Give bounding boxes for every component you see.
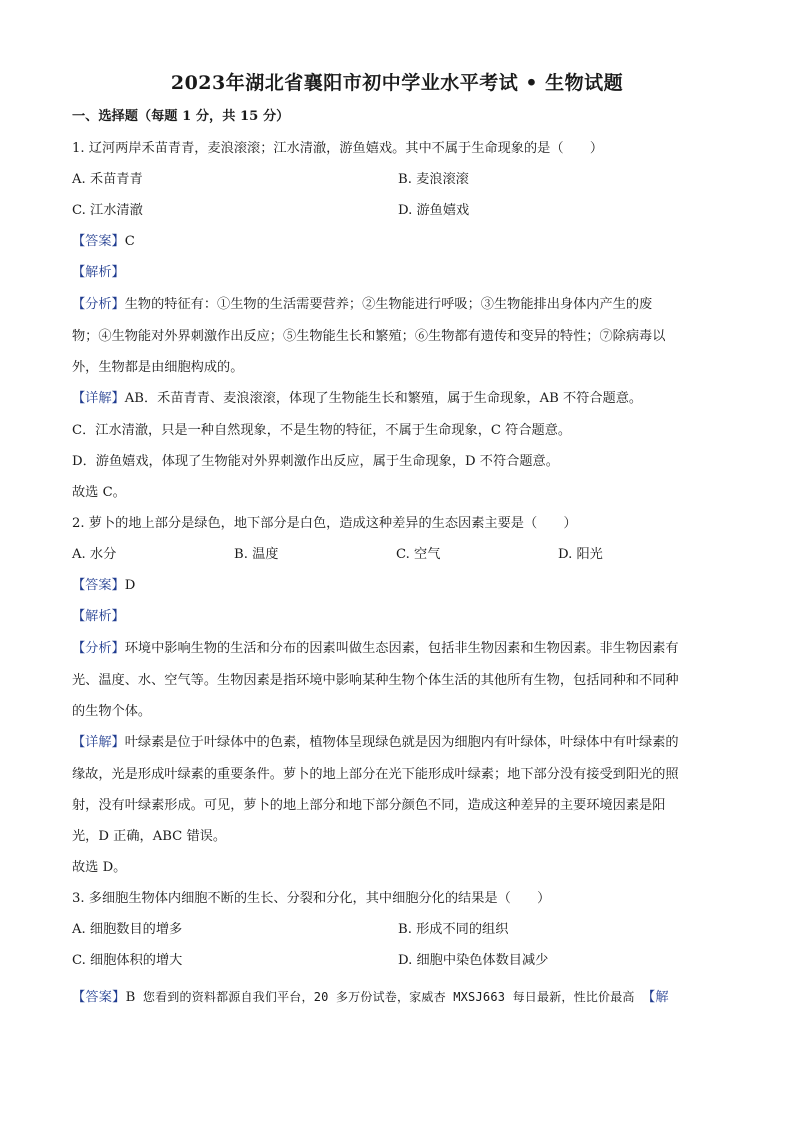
q1-detail-1 xyxy=(72,390,642,408)
q1-analysis-2: 物；④生物能对外界刺激作出反应；⑤生物能生长和繁殖；⑥生物都有遗传和变异的特性；⑦除病毒以 xyxy=(72,329,666,344)
q3-option-d: D. 细胞中染色体数目减少 xyxy=(398,953,549,968)
page-title: 2023年湖北省襄阳市初中学业水平考试 • 生物试题 xyxy=(170,72,624,94)
q1-jiexi-tag: 【解析】 xyxy=(72,265,125,280)
q2-option-c: C. 空气 xyxy=(396,547,441,562)
q2-detail-3: 射，没有叶绿素形成。可见，萝卜的地上部分和地下部分颜色不同，造成这种差异的主要环境因素是阳 xyxy=(72,798,666,813)
answer-tag: 【答案】 xyxy=(72,990,126,1005)
q3-stem: 3. 多细胞生物体内细胞不断的生长、分裂和分化，其中细胞分化的结果是（ ） xyxy=(72,891,551,906)
truncated-tag: 【解 xyxy=(642,990,669,1005)
q3-option-c: C. 细胞体积的增大 xyxy=(72,953,183,968)
q2-detail-1 xyxy=(72,734,679,752)
q2-detail-2: 缘故，光是形成叶绿素的重要条件。萝卜的地上部分在光下能形成叶绿素；地下部分没有接受到阳光的照 xyxy=(72,767,679,782)
analysis-tag: 【分析】 xyxy=(72,297,125,312)
q1-analysis-1 xyxy=(72,296,652,314)
q1-analysis-3: 外，生物都是由细胞构成的。 xyxy=(72,360,244,375)
q2-analysis-1 xyxy=(72,640,679,658)
q1-detail-3: D．游鱼嬉戏，体现了生物能对外界刺激作出反应，属于生命现象，D 不符合题意。 xyxy=(72,454,559,469)
q2-conclusion: 故选 D。 xyxy=(72,860,127,875)
q3-answer-line xyxy=(72,986,669,1005)
q2-answer xyxy=(72,577,135,595)
detail-text: 叶绿素是位于叶绿体中的色素，植物体呈现绿色就是因为细胞内有叶绿体，叶绿体中有叶绿素的 xyxy=(124,735,679,750)
answer-value: B xyxy=(125,990,136,1005)
q2-option-d: D. 阳光 xyxy=(558,547,603,562)
q2-jiexi-tag: 【解析】 xyxy=(72,609,125,624)
answer-value: D xyxy=(124,578,136,593)
analysis-text: 环境中影响生物的生活和分布的因素叫做生态因素，包括非生物因素和生物因素。非生物因素有 xyxy=(124,641,679,656)
q1-option-b: B. 麦浪滚滚 xyxy=(398,172,469,187)
q1-option-c: C. 江水清澈 xyxy=(72,203,143,218)
exam-page xyxy=(72,0,736,1123)
q1-option-d: D. 游鱼嬉戏 xyxy=(398,203,470,218)
promo-text: 您看到的资料都源自我们平台，20 多万份试卷，家威杏 MXSJ663 每日最新，性比价最高 xyxy=(142,990,635,1004)
section-heading: 一、选择题（每题 1 分，共 15 分） xyxy=(72,109,290,124)
q1-stem: 1. 辽河两岸禾苗青青，麦浪滚滚；江水清澈，游鱼嬉戏。其中不属于生命现象的是（ ） xyxy=(72,141,604,156)
q3-option-b: B. 形成不同的组织 xyxy=(398,922,509,937)
answer-value: C xyxy=(124,234,135,249)
analysis-text: 生物的特征有：①生物的生活需要营养；②生物能进行呼吸；③生物能排出身体内产生的废 xyxy=(124,297,653,312)
q1-detail-2: C．江水清澈，只是一种自然现象，不是生物的特征，不属于生命现象，C 符合题意。 xyxy=(72,423,572,438)
detail-tag: 【详解】 xyxy=(72,735,125,750)
answer-tag: 【答案】 xyxy=(72,234,125,249)
q2-detail-4: 光，D 正确，ABC 错误。 xyxy=(72,829,227,844)
q2-option-b: B. 温度 xyxy=(234,547,279,562)
q1-conclusion: 故选 C。 xyxy=(72,485,126,500)
q2-analysis-3: 的生物个体。 xyxy=(72,704,152,719)
q1-answer xyxy=(72,233,135,251)
answer-tag: 【答案】 xyxy=(72,578,125,593)
q3-option-a: A. 细胞数目的增多 xyxy=(72,922,183,937)
q2-analysis-2: 光、温度、水、空气等。生物因素是指环境中影响某种生物个体生活的其他所有生物，包括同种和不同种 xyxy=(72,673,679,688)
detail-text: AB．禾苗青青、麦浪滚滚，体现了生物能生长和繁殖，属于生命现象，AB 不符合题意。 xyxy=(124,391,643,406)
detail-tag: 【详解】 xyxy=(72,391,125,406)
q1-option-a: A. 禾苗青青 xyxy=(72,172,143,187)
analysis-tag: 【分析】 xyxy=(72,641,125,656)
q2-option-a: A. 水分 xyxy=(72,547,117,562)
q2-stem: 2. 萝卜的地上部分是绿色，地下部分是白色，造成这种差异的生态因素主要是（ ） xyxy=(72,516,577,531)
